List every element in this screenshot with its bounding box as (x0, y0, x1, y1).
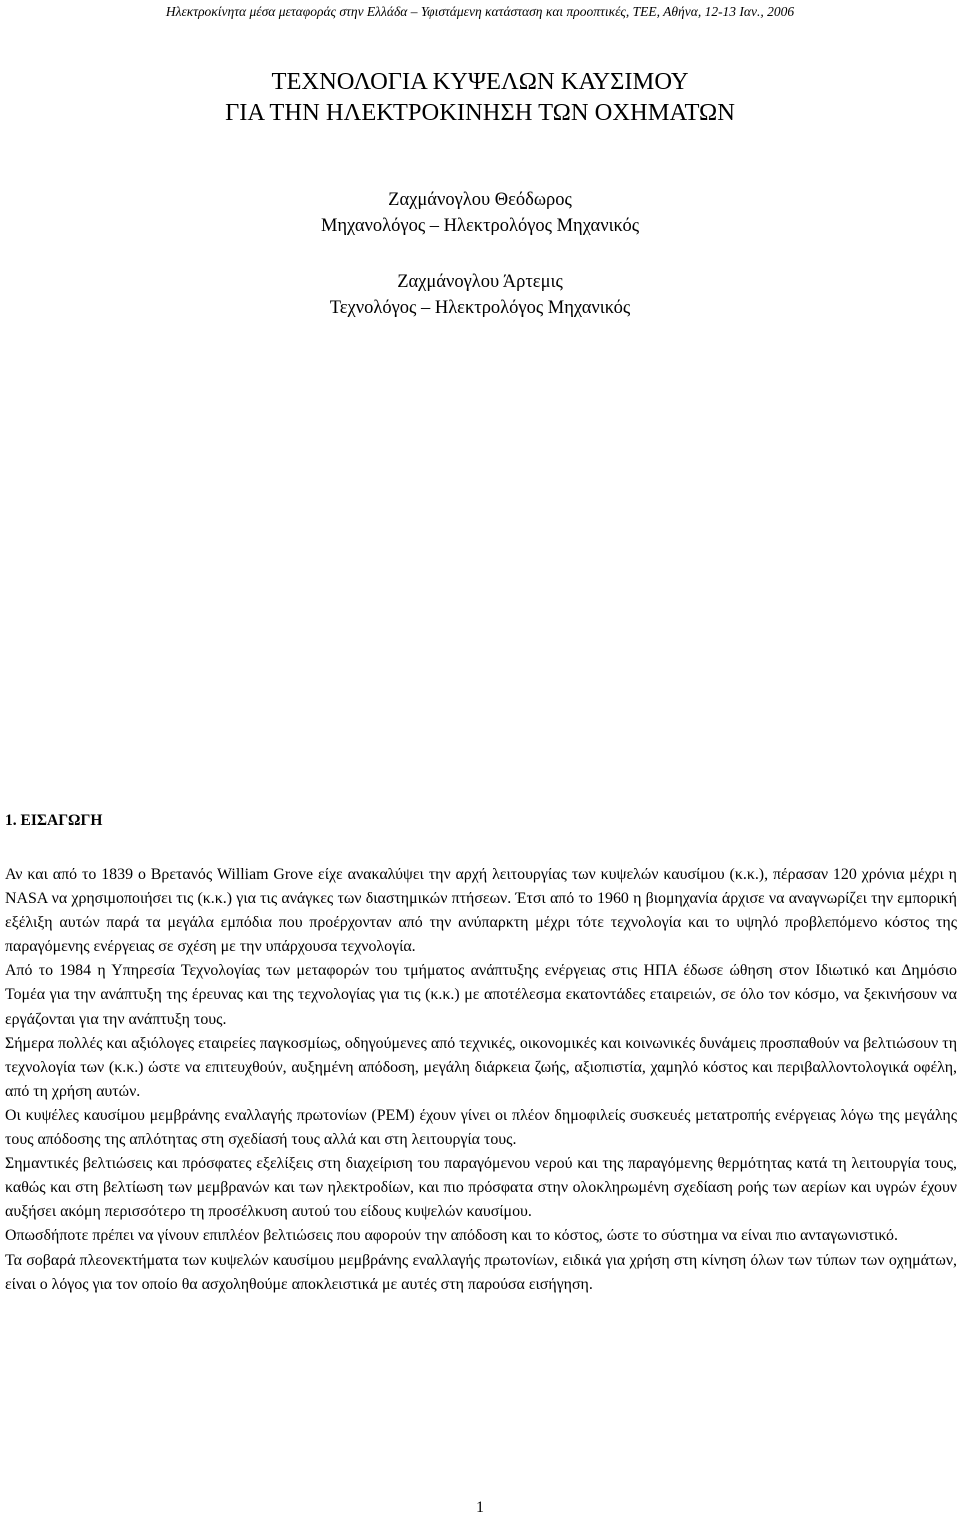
paragraph: Από το 1984 η Υπηρεσία Τεχνολογίας των μεταφορών του τμήματος ανάπτυξης ενέργειας στις ΗΠΑ έδωσε ώθηση στον Ιδιωτικό και Δημόσιο Τομέα για την ανάπτυξη της έρευνας και της τεχνολογίας για τις (κ.κ.) με αποτέλεσμα εκατοντάδες εταιρειών, σε όλο τον κόσμο, να ξεκινήσουν να εργάζονται για την ανάπτυξη τους. (5, 962, 957, 1028)
running-header: Ηλεκτροκίνητα μέσα μεταφοράς στην Ελλάδα – Υφιστάμενη κατάσταση και προοπτικές, ΤΕΕ, Αθήνα, 12-13 Ιαν., 2006 (165, 4, 795, 19)
author-block-2 (0, 269, 960, 321)
paper-title (0, 66, 960, 128)
paragraph: Σήμερα πολλές και αξιόλογες εταιρείες παγκοσμίως, οδηγούμενες από τεχνικές, οικονομικές και κοινωνικές δυνάμεις προσπαθούν να βελτιώσουν τη τεχνολογία των (κ.κ.) ώστε να επιτευχθούν, αυξημένη απόδοση, μεγάλη διάρκεια ζωής, αξιοπιστία, χαμηλό κόστος και περιβαλλοντολογικά οφέλη, από τη χρήση αυτών. (5, 1034, 957, 1100)
author-role: Τεχνολόγος – Ηλεκτρολόγος Μηχανικός (329, 298, 631, 318)
title-line-1: ΤΕΧΝΟΛΟΓΙΑ ΚΥΨΕΛΩΝ ΚΑΥΣΙΜΟΥ (271, 68, 689, 95)
paragraph: Σημαντικές βελτιώσεις και πρόσφατες εξελίξεις στη διαχείριση του παραγόμενου νερού και της παραγόμενης θερμότητας κατά τη λειτουργία τους, καθώς και στη βελτίωση των μεμβρανών και των ηλεκτροδίων, και πιο πρόσφατα στην ολοκληρωμένη σχεδίαση ροής των αερίων και υγρών έχουν αυξήσει ακόμη περισσότερο τη προσέλκυση αυτού του είδους κυψελών καυσίμου. (5, 1155, 957, 1221)
author-block-1 (0, 187, 960, 239)
section-heading: 1. ΕΙΣΑΓΩΓΗ (5, 812, 103, 829)
author-name: Ζαχμάνογλου Άρτεμις (397, 272, 563, 292)
section-body (5, 863, 957, 1297)
title-line-2: ΓΙΑ ΤΗΝ ΗΛΕΚΤΡΟΚΙΝΗΣΗ ΤΩΝ ΟΧΗΜΑΤΩΝ (225, 99, 735, 126)
author-role: Μηχανολόγος – Ηλεκτρολόγος Μηχανικός (320, 216, 640, 236)
paragraph: Τα σοβαρά πλεονεκτήματα των κυψελών καυσίμου μεμβράνης εναλλαγής πρωτονίων, ειδικά για χρήση στη κίνηση όλων των τύπων των οχημάτων, είναι ο λόγος για τον οποίο θα ασχοληθούμε αποκλειστικά με αυτές στη παρούσα εισήγηση. (5, 1251, 957, 1293)
paragraph: Αν και από το 1839 ο Βρετανός William Grove είχε ανακαλύψει την αρχή λειτουργίας των κυψελών καυσίμου (κ.κ.), πέρασαν 120 χρόνια μέχρι η NASA να χρησιμοποιήσει τις (κ.κ.) για τις ανάγκες των διαστημικών πτήσεων. Έτσι από το 1960 η βιομηχανία άρχισε να αναγνωρίζει την εμπορική εξέλιξη αυτών παρά τα μεγάλα εμπόδια που προέρχονταν από την ανύπαρκτη μέχρι τότε τεχνολογία και το υψηλό προβλεπόμενο κόστος της παραγόμενης ενέργειας σε σχέση με την υπάρχουσα τεχνολογία. (5, 866, 957, 956)
page-number: 1 (476, 1499, 484, 1516)
paragraph: Οπωσδήποτε πρέπει να γίνουν επιπλέον βελτιώσεις που αφορούν την απόδοση και το κόστος, ώστε το σύστημα να είναι πιο ανταγωνιστικό. (5, 1227, 898, 1245)
paragraph: Οι κυψέλες καυσίμου μεμβράνης εναλλαγής πρωτονίων (PEM) έχουν γίνει οι πλέον δημοφιλείς συσκευές μετατροπής ενέργειας λόγω της μεγάλης τους απόδοσης της απλότητας στη σχεδίασή τους αλλά και στη λειτουργία τους. (5, 1106, 957, 1149)
author-name: Ζαχμάνογλου Θεόδωρος (388, 190, 572, 210)
